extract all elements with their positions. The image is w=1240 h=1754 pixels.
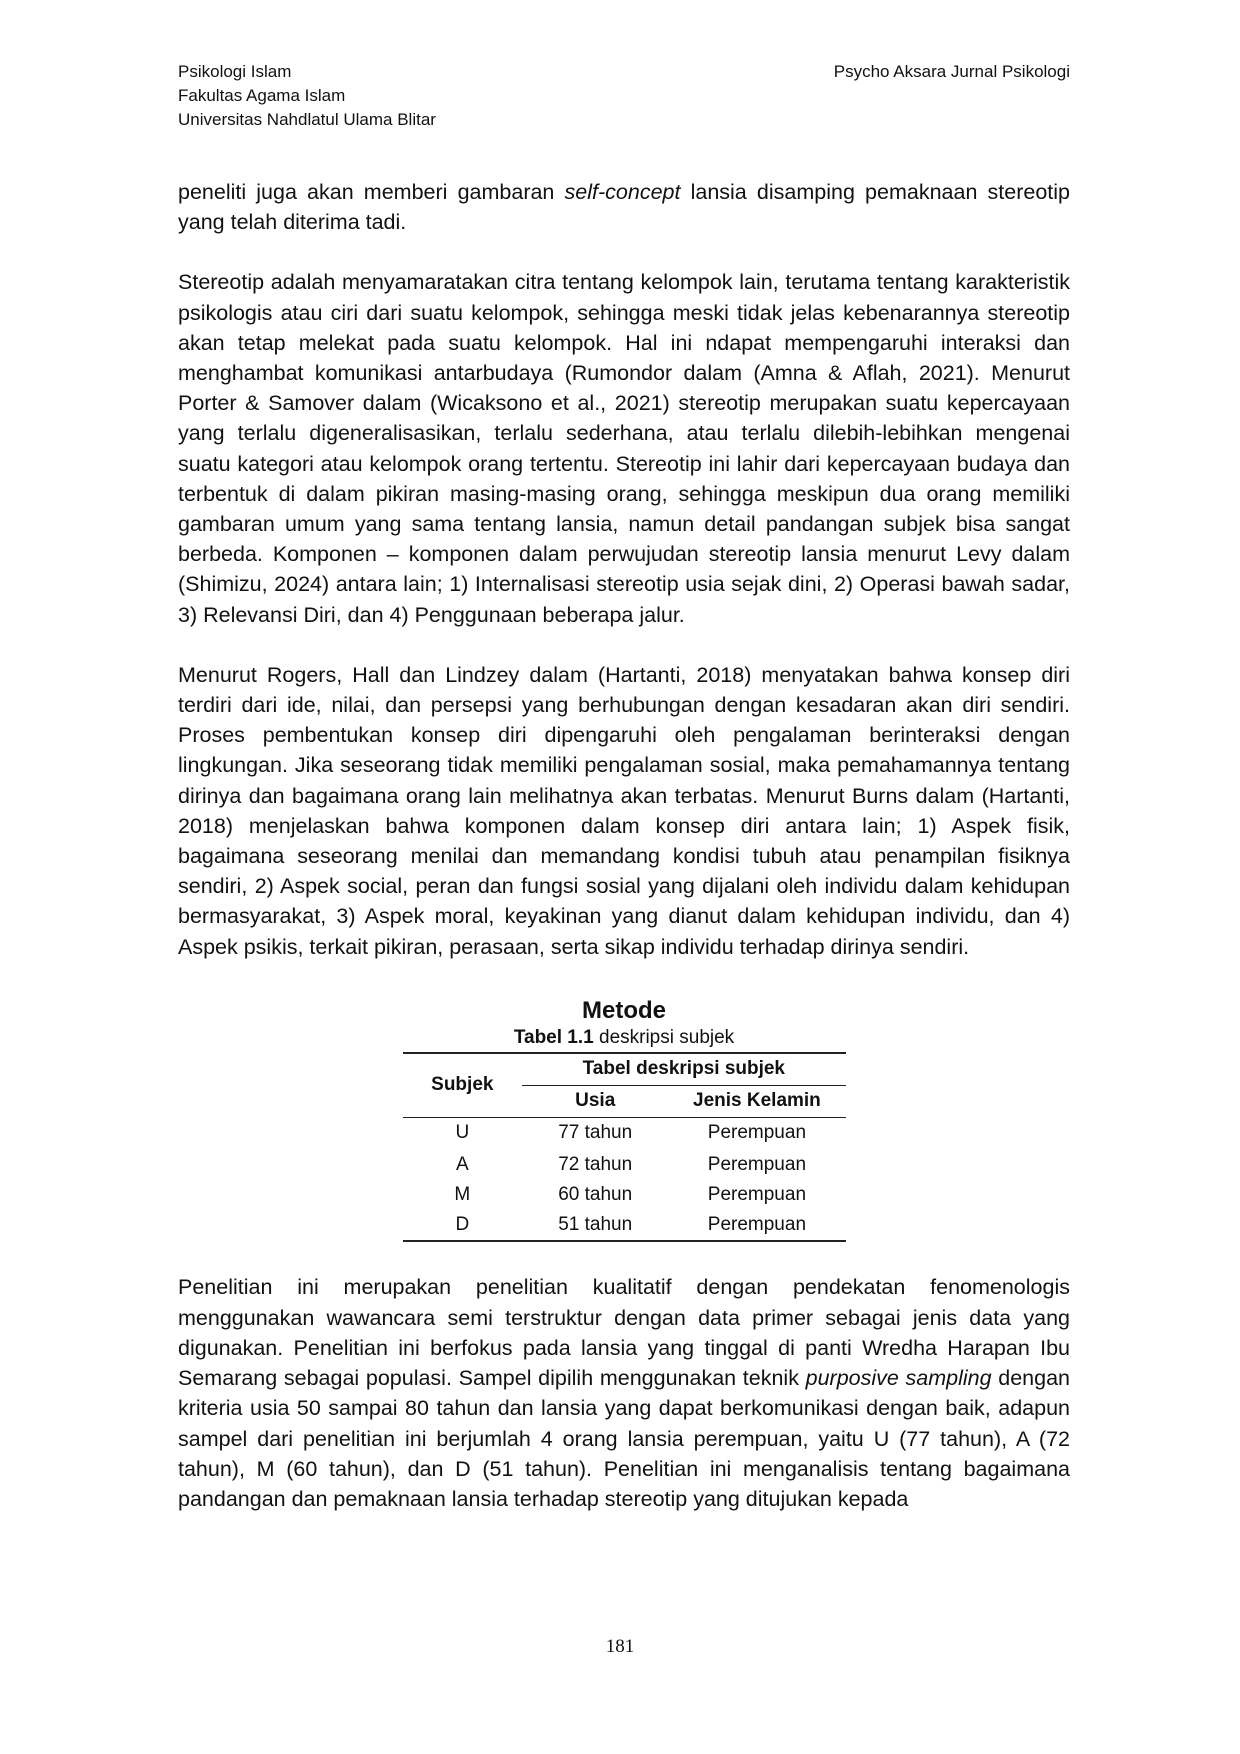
cell-usia: 72 tahun [558,1153,633,1175]
header-university: Universitas Nahdlatul Ulama Blitar [178,110,436,129]
cell-usia: 60 tahun [558,1184,633,1206]
table-row [403,1148,846,1180]
group-header: Tabel deskripsi subjek [522,1053,845,1086]
header-faculty: Fakultas Agama Islam [178,86,346,105]
header-program: Psikologi Islam [178,62,292,81]
table-caption-label: Tabel 1.1 [513,1026,594,1048]
cell-jenis-kelamin: Perempuan [707,1153,807,1175]
cell-jenis-kelamin: Perempuan [668,1117,845,1148]
cell-subjek: M [454,1184,471,1206]
paragraph-metode [178,1272,1070,1514]
page-body [178,177,1070,1514]
section-title-metode: Metode [582,996,666,1024]
table-caption-text: deskripsi subjek [593,1026,735,1048]
table-caption [178,1026,1070,1050]
table-row [403,1180,846,1210]
cell-subjek: A [455,1153,469,1175]
header-journal-name: Psycho Aksara Jurnal Psikologi [833,62,1070,81]
subject-description-table [403,1052,846,1243]
col-header-subjek: Subjek [403,1053,523,1118]
page-number: 181 [605,1636,635,1657]
paragraph-1-italic: self-concept [564,180,681,204]
table-row [403,1210,846,1241]
paragraph-stereotip: Stereotip adalah menyamaratakan citra tentang kelompok lain, terutama tentang karakteristik psikologis atau ciri dari suatu kelompok, sehingga meski tidak jelas kebenarannya stereotip akan tetap melekat pada suatu kelompok. Hal ini ndapat mempengaruhi interaksi dan menghambat komunikasi antarbudaya (Rumondor dalam (Amna & Aflah, 2021). Menurut Porter & Samover dalam (Wicaksono et al., 2021) stereotip merupakan suatu kepercayaan yang terlalu digeneralisasikan, terlalu sederhana, atau terlalu dilebih-lebihkan mengenai suatu kategori atau kelompok orang tertentu. Stereotip ini lahir dari kepercayaan budaya dan terbentuk di dalam pikiran masing-masing orang, sehingga meskipun dua orang memiliki gambaran umum yang sama tentang lansia, namun detail pandangan subjek bisa sangat berbeda. Komponen – komponen dalam perwujudan stereotip lansia menurut Levy dalam (Shimizu, 2024) antara lain; 1) Internalisasi stereotip usia sejak dini, 2) Operasi bawah sadar, 3) Relevansi Diri, dan 4) Penggunaan beberapa jalur. [178,270,1070,627]
cell-usia: 77 tahun [522,1117,668,1148]
cell-jenis-kelamin: Perempuan [668,1210,845,1241]
paragraph-self-concept [178,177,1070,237]
cell-usia: 51 tahun [522,1210,668,1241]
cell-subjek: U [403,1117,523,1148]
paragraph-1-text-a: peneliti juga akan memberi gambaran [178,180,565,204]
col-header-jenis-kelamin: Jenis Kelamin [668,1085,845,1117]
cell-jenis-kelamin: Perempuan [707,1184,807,1206]
header-affiliation [178,60,436,132]
cell-subjek: D [403,1210,523,1241]
paragraph-konsep-diri: Menurut Rogers, Hall dan Lindzey dalam (Hartanti, 2018) menyatakan bahwa konsep diri terdiri dari ide, nilai, dan persepsi yang berhubungan dengan kesadaran akan diri sendiri. Proses pembentukan konsep diri dipengaruhi oleh pengalaman berinteraksi dengan lingkungan. Jika seseorang tidak memiliki pengalaman sosial, maka pemahamannya tentang dirinya dan bagaimana orang lain melihatnya akan terbatas. Menurut Burns dalam (Hartanti, 2018) menjelaskan bahwa komponen dalam konsep diri antara lain; 1) Aspek fisik, bagaimana seseorang menilai dan memandang kondisi tubuh atau penampilan fisiknya sendiri, 2) Aspek social, peran dan fungsi sosial yang dijalani oleh individu dalam kehidupan bermasyarakat, 3) Aspek moral, keyakinan yang dianut dalam kehidupan individu, dan 4) Aspek psikis, terkait pikiran, perasaan, serta sikap individu terhadap dirinya sendiri. [178,662,1070,959]
col-header-usia: Usia [522,1085,668,1117]
table-row [403,1117,846,1148]
paragraph-4-text-a: Penelitian ini merupakan penelitian kualitatif dengan pendekatan fenomenologis menggunakan wawancara semi terstruktur dengan data primer sebagai jenis data yang digunakan. Penelitian ini berfokus pada lansia yang tinggal di panti Wredha Harapan Ibu Semarang sebagai populasi. Sampel dipilih menggunakan teknik [178,1275,1070,1391]
paragraph-4-text-b: dengan kriteria usia 50 sampai 80 tahun dan lansia yang dapat berkomunikasi dengan baik, adapun sampel dari penelitian ini berjumlah 4 orang lansia perempuan, yaitu U (77 tahun), A (72 tahun), M (60 tahun), dan D (51 tahun). Penelitian ini menganalisis tentang bagaimana pandangan dan pemaknaan lansia terhadap stereotip yang ditujukan kepada [178,1366,1070,1511]
paragraph-4-italic: purposive sampling [805,1366,992,1391]
paragraph-1-text-b: lansia disamping pemaknaan stereotip yang telah diterima tadi. [178,180,1070,235]
